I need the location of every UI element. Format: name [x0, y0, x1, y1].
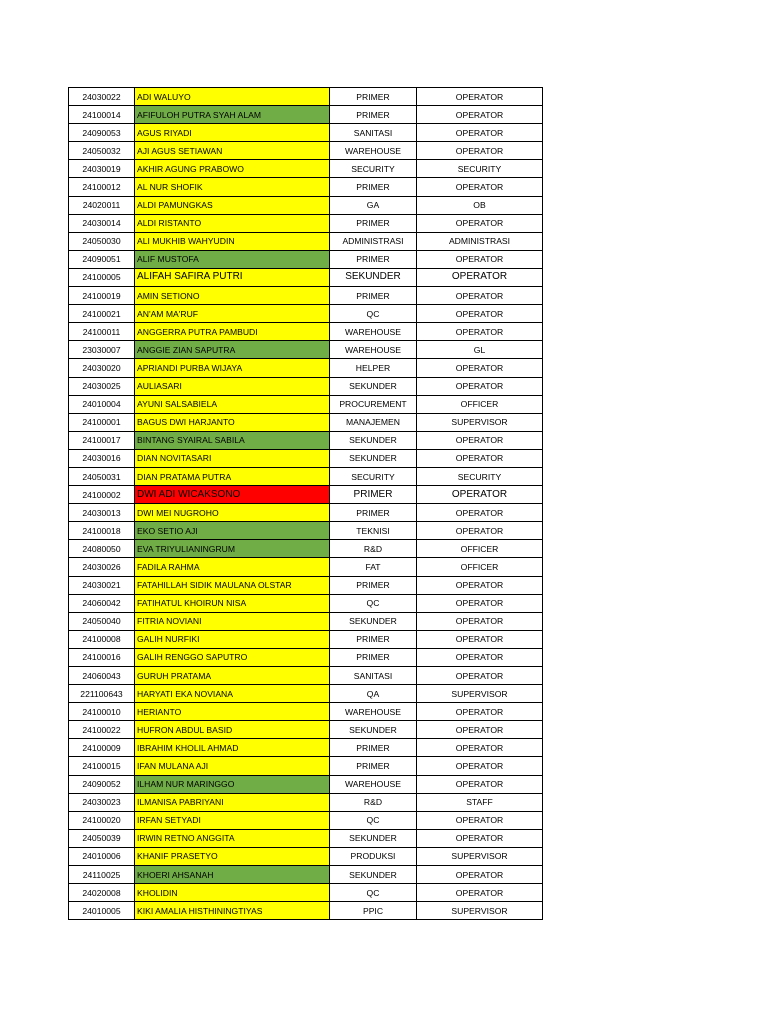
position-cell[interactable]: OPERATOR — [417, 377, 543, 395]
table-row — [69, 268, 543, 286]
department-cell[interactable]: PRIMER — [330, 214, 417, 232]
table-row — [69, 793, 543, 811]
table-row — [69, 757, 543, 775]
position-cell[interactable]: SUPERVISOR — [417, 413, 543, 431]
table-row — [69, 558, 543, 576]
employee-id-cell[interactable]: 24090052 — [69, 775, 135, 793]
position-cell[interactable]: OPERATOR — [417, 323, 543, 341]
department-cell[interactable]: SEKUNDER — [330, 449, 417, 467]
department-cell[interactable]: TEKNISI — [330, 522, 417, 540]
employee-id-cell[interactable]: 24030020 — [69, 359, 135, 377]
employee-name-cell[interactable]: GURUH PRATAMA — [135, 667, 330, 685]
position-cell[interactable]: OPERATOR — [417, 504, 543, 522]
position-cell[interactable]: OPERATOR — [417, 178, 543, 196]
table-row — [69, 522, 543, 540]
table-row — [69, 847, 543, 865]
department-cell[interactable]: SEKUNDER — [330, 431, 417, 449]
employee-id-cell[interactable]: 24050039 — [69, 829, 135, 847]
employee-id-cell[interactable]: 24100009 — [69, 739, 135, 757]
employee-name-cell[interactable]: DIAN NOVITASARI — [135, 449, 330, 467]
employee-name-cell[interactable]: AKHIR AGUNG PRABOWO — [135, 160, 330, 178]
table-row — [69, 305, 543, 323]
table-row — [69, 196, 543, 214]
employee-id-cell[interactable]: 24020011 — [69, 196, 135, 214]
employee-name-cell[interactable]: FATAHILLAH SIDIK MAULANA OLSTAR — [135, 576, 330, 594]
employee-id-cell[interactable]: 24030023 — [69, 793, 135, 811]
position-cell[interactable]: OPERATOR — [417, 106, 543, 124]
department-cell[interactable]: PRIMER — [330, 757, 417, 775]
position-cell[interactable]: OPERATOR — [417, 829, 543, 847]
table-row — [69, 594, 543, 612]
employee-name-cell[interactable]: IRWIN RETNO ANGGITA — [135, 829, 330, 847]
department-cell[interactable]: PRODUKSI — [330, 847, 417, 865]
department-cell[interactable]: WAREHOUSE — [330, 341, 417, 359]
table-row — [69, 467, 543, 485]
department-cell[interactable]: PRIMER — [330, 250, 417, 268]
table-row — [69, 413, 543, 431]
employee-id-cell[interactable]: 24100019 — [69, 287, 135, 305]
employee-table — [68, 87, 543, 920]
department-cell[interactable]: SECURITY — [330, 467, 417, 485]
employee-id-cell[interactable]: 24100014 — [69, 106, 135, 124]
employee-name-cell[interactable]: DWI ADI WICAKSONO — [135, 486, 330, 504]
employee-id-cell[interactable]: 24030025 — [69, 377, 135, 395]
table-row — [69, 667, 543, 685]
employee-id-cell[interactable]: 24010005 — [69, 902, 135, 920]
table-row — [69, 449, 543, 467]
table-row — [69, 902, 543, 920]
employee-name-cell[interactable]: FATIHATUL KHOIRUN NISA — [135, 594, 330, 612]
employee-id-cell[interactable]: 24100001 — [69, 413, 135, 431]
table-body — [69, 88, 543, 920]
employee-id-cell[interactable]: 24030022 — [69, 88, 135, 106]
position-cell[interactable]: GL — [417, 341, 543, 359]
department-cell[interactable]: PRIMER — [330, 504, 417, 522]
employee-id-cell[interactable]: 24030026 — [69, 558, 135, 576]
table-row — [69, 377, 543, 395]
department-cell[interactable]: SANITASI — [330, 667, 417, 685]
position-cell[interactable]: OPERATOR — [417, 214, 543, 232]
employee-id-cell[interactable]: 221100643 — [69, 685, 135, 703]
department-cell[interactable]: ADMINISTRASI — [330, 232, 417, 250]
department-cell[interactable]: FAT — [330, 558, 417, 576]
department-cell[interactable]: SECURITY — [330, 160, 417, 178]
employee-name-cell[interactable]: KHOLIDIN — [135, 884, 330, 902]
employee-name-cell[interactable]: IBRAHIM KHOLIL AHMAD — [135, 739, 330, 757]
position-cell[interactable]: SUPERVISOR — [417, 902, 543, 920]
department-cell[interactable]: MANAJEMEN — [330, 413, 417, 431]
employee-id-cell[interactable]: 24100018 — [69, 522, 135, 540]
employee-name-cell[interactable]: AYUNI SALSABIELA — [135, 395, 330, 413]
position-cell[interactable]: OPERATOR — [417, 775, 543, 793]
position-cell[interactable]: OPERATOR — [417, 811, 543, 829]
employee-name-cell[interactable]: FADILA RAHMA — [135, 558, 330, 576]
employee-id-cell[interactable]: 24100020 — [69, 811, 135, 829]
employee-name-cell[interactable]: BAGUS DWI HARJANTO — [135, 413, 330, 431]
position-cell[interactable]: OPERATOR — [417, 703, 543, 721]
department-cell[interactable]: QC — [330, 811, 417, 829]
employee-name-cell[interactable]: IFAN MULANA AJI — [135, 757, 330, 775]
employee-id-cell[interactable]: 24100005 — [69, 268, 135, 286]
employee-name-cell[interactable]: GALIH RENGGO SAPUTRO — [135, 648, 330, 666]
table-row — [69, 811, 543, 829]
position-cell[interactable]: OPERATOR — [417, 250, 543, 268]
employee-id-cell[interactable]: 24060043 — [69, 667, 135, 685]
employee-name-cell[interactable]: ALIFAH SAFIRA PUTRI — [135, 268, 330, 286]
employee-id-cell[interactable]: 24030019 — [69, 160, 135, 178]
employee-id-cell[interactable]: 24110025 — [69, 866, 135, 884]
department-cell[interactable]: HELPER — [330, 359, 417, 377]
department-cell[interactable]: PRIMER — [330, 287, 417, 305]
employee-name-cell[interactable]: AFIFULOH PUTRA SYAH ALAM — [135, 106, 330, 124]
position-cell[interactable]: ADMINISTRASI — [417, 232, 543, 250]
employee-name-cell[interactable]: ILMANISA PABRIYANI — [135, 793, 330, 811]
table-row — [69, 232, 543, 250]
department-cell[interactable]: PROCUREMENT — [330, 395, 417, 413]
department-cell[interactable]: PRIMER — [330, 178, 417, 196]
department-cell[interactable]: SEKUNDER — [330, 377, 417, 395]
department-cell[interactable]: WAREHOUSE — [330, 323, 417, 341]
position-cell[interactable]: OPERATOR — [417, 431, 543, 449]
employee-name-cell[interactable]: BINTANG SYAIRAL SABILA — [135, 431, 330, 449]
position-cell[interactable]: OPERATOR — [417, 305, 543, 323]
table-row — [69, 124, 543, 142]
table-row — [69, 829, 543, 847]
position-cell[interactable]: SECURITY — [417, 467, 543, 485]
table-row — [69, 178, 543, 196]
position-cell[interactable]: OPERATOR — [417, 721, 543, 739]
department-cell[interactable]: WAREHOUSE — [330, 142, 417, 160]
position-cell[interactable]: OFFICER — [417, 395, 543, 413]
table-row — [69, 866, 543, 884]
department-cell[interactable]: PPIC — [330, 902, 417, 920]
employee-id-cell[interactable]: 24100011 — [69, 323, 135, 341]
table-row — [69, 612, 543, 630]
employee-name-cell[interactable]: EVA TRIYULIANINGRUM — [135, 540, 330, 558]
position-cell[interactable]: OPERATOR — [417, 268, 543, 286]
employee-id-cell[interactable]: 24010004 — [69, 395, 135, 413]
employee-id-cell[interactable]: 24100021 — [69, 305, 135, 323]
employee-name-cell[interactable]: IRFAN SETYADI — [135, 811, 330, 829]
employee-id-cell[interactable]: 24100012 — [69, 178, 135, 196]
employee-name-cell[interactable]: APRIANDI PURBA WIJAYA — [135, 359, 330, 377]
employee-name-cell[interactable]: ALI MUKHIB WAHYUDIN — [135, 232, 330, 250]
employee-id-cell[interactable]: 24100022 — [69, 721, 135, 739]
position-cell[interactable]: OFFICER — [417, 540, 543, 558]
table-row — [69, 88, 543, 106]
table-row — [69, 721, 543, 739]
table-row — [69, 703, 543, 721]
employee-id-cell[interactable]: 24030013 — [69, 504, 135, 522]
position-cell[interactable]: OPERATOR — [417, 667, 543, 685]
table-row — [69, 630, 543, 648]
table-row — [69, 395, 543, 413]
department-cell[interactable]: PRIMER — [330, 106, 417, 124]
position-cell[interactable]: SUPERVISOR — [417, 847, 543, 865]
table-row — [69, 323, 543, 341]
employee-name-cell[interactable]: AULIASARI — [135, 377, 330, 395]
employee-id-cell[interactable]: 24090051 — [69, 250, 135, 268]
department-cell[interactable]: GA — [330, 196, 417, 214]
employee-name-cell[interactable]: ALDI PAMUNGKAS — [135, 196, 330, 214]
employee-name-cell[interactable]: KHANIF PRASETYO — [135, 847, 330, 865]
table-row — [69, 214, 543, 232]
employee-name-cell[interactable]: AGUS RIYADI — [135, 124, 330, 142]
department-cell[interactable]: QC — [330, 884, 417, 902]
employee-id-cell[interactable]: 24100017 — [69, 431, 135, 449]
department-cell[interactable]: SEKUNDER — [330, 268, 417, 286]
employee-name-cell[interactable]: DWI MEI NUGROHO — [135, 504, 330, 522]
department-cell[interactable]: PRIMER — [330, 576, 417, 594]
position-cell[interactable]: OPERATOR — [417, 124, 543, 142]
employee-id-cell[interactable]: 24050030 — [69, 232, 135, 250]
department-cell[interactable]: WAREHOUSE — [330, 775, 417, 793]
employee-name-cell[interactable]: AJI AGUS SETIAWAN — [135, 142, 330, 160]
employee-name-cell[interactable]: HUFRON ABDUL BASID — [135, 721, 330, 739]
employee-name-cell[interactable]: KHOERI AHSANAH — [135, 866, 330, 884]
department-cell[interactable]: QC — [330, 305, 417, 323]
department-cell[interactable]: PRIMER — [330, 739, 417, 757]
table-row — [69, 775, 543, 793]
table-row — [69, 504, 543, 522]
position-cell[interactable]: OPERATOR — [417, 449, 543, 467]
employee-name-cell[interactable]: DIAN PRATAMA PUTRA — [135, 467, 330, 485]
table-row — [69, 739, 543, 757]
position-cell[interactable]: OPERATOR — [417, 486, 543, 504]
employee-id-cell[interactable]: 24060042 — [69, 594, 135, 612]
department-cell[interactable]: SEKUNDER — [330, 829, 417, 847]
employee-id-cell[interactable]: 24090053 — [69, 124, 135, 142]
table-row — [69, 250, 543, 268]
employee-id-cell[interactable]: 24100002 — [69, 486, 135, 504]
position-cell[interactable]: SUPERVISOR — [417, 685, 543, 703]
position-cell[interactable]: OPERATOR — [417, 576, 543, 594]
position-cell[interactable]: SECURITY — [417, 160, 543, 178]
department-cell[interactable]: WAREHOUSE — [330, 703, 417, 721]
employee-id-cell[interactable]: 24080050 — [69, 540, 135, 558]
employee-name-cell[interactable]: AL NUR SHOFIK — [135, 178, 330, 196]
position-cell[interactable]: OPERATOR — [417, 88, 543, 106]
table-row — [69, 685, 543, 703]
department-cell[interactable]: PRIMER — [330, 486, 417, 504]
employee-name-cell[interactable]: ANGGERRA PUTRA PAMBUDI — [135, 323, 330, 341]
position-cell[interactable]: OPERATOR — [417, 522, 543, 540]
employee-name-cell[interactable]: ILHAM NUR MARINGGO — [135, 775, 330, 793]
table-row — [69, 884, 543, 902]
table-row — [69, 160, 543, 178]
position-cell[interactable]: OB — [417, 196, 543, 214]
employee-name-cell[interactable]: EKO SETIO AJI — [135, 522, 330, 540]
department-cell[interactable]: SEKUNDER — [330, 721, 417, 739]
employee-id-cell[interactable]: 24050032 — [69, 142, 135, 160]
table-row — [69, 486, 543, 504]
employee-name-cell[interactable]: HARYATI EKA NOVIANA — [135, 685, 330, 703]
department-cell[interactable]: R&D — [330, 793, 417, 811]
employee-id-cell[interactable]: 24050040 — [69, 612, 135, 630]
department-cell[interactable]: QA — [330, 685, 417, 703]
table-row — [69, 287, 543, 305]
department-cell[interactable]: SANITASI — [330, 124, 417, 142]
department-cell[interactable]: R&D — [330, 540, 417, 558]
employee-id-cell[interactable]: 24100008 — [69, 630, 135, 648]
table-row — [69, 359, 543, 377]
employee-name-cell[interactable]: HERIANTO — [135, 703, 330, 721]
employee-name-cell[interactable]: ALDI RISTANTO — [135, 214, 330, 232]
department-cell[interactable]: SEKUNDER — [330, 866, 417, 884]
employee-id-cell[interactable]: 24030016 — [69, 449, 135, 467]
employee-name-cell[interactable]: GALIH NURFIKI — [135, 630, 330, 648]
employee-name-cell[interactable]: ADI WALUYO — [135, 88, 330, 106]
employee-name-cell[interactable]: FITRIA NOVIANI — [135, 612, 330, 630]
employee-name-cell[interactable]: ANGGIE ZIAN SAPUTRA — [135, 341, 330, 359]
employee-name-cell[interactable]: ALIF MUSTOFA — [135, 250, 330, 268]
department-cell[interactable]: PRIMER — [330, 630, 417, 648]
employee-id-cell[interactable]: 24030021 — [69, 576, 135, 594]
table-row — [69, 540, 543, 558]
position-cell[interactable]: OPERATOR — [417, 594, 543, 612]
position-cell[interactable]: OPERATOR — [417, 359, 543, 377]
employee-id-cell[interactable]: 24100010 — [69, 703, 135, 721]
employee-id-cell[interactable]: 23030007 — [69, 341, 135, 359]
table-row — [69, 106, 543, 124]
table-row — [69, 648, 543, 666]
position-cell[interactable]: OPERATOR — [417, 630, 543, 648]
department-cell[interactable]: SEKUNDER — [330, 612, 417, 630]
employee-id-cell[interactable]: 24100015 — [69, 757, 135, 775]
position-cell[interactable]: OPERATOR — [417, 648, 543, 666]
table-row — [69, 431, 543, 449]
table-row — [69, 142, 543, 160]
department-cell[interactable]: PRIMER — [330, 88, 417, 106]
position-cell[interactable]: OPERATOR — [417, 287, 543, 305]
position-cell[interactable]: OPERATOR — [417, 866, 543, 884]
position-cell[interactable]: OPERATOR — [417, 757, 543, 775]
employee-id-cell[interactable]: 24100016 — [69, 648, 135, 666]
table-row — [69, 576, 543, 594]
position-cell[interactable]: STAFF — [417, 793, 543, 811]
employee-name-cell[interactable]: AMIN SETIONO — [135, 287, 330, 305]
employee-id-cell[interactable]: 24020008 — [69, 884, 135, 902]
employee-id-cell[interactable]: 24030014 — [69, 214, 135, 232]
department-cell[interactable]: PRIMER — [330, 648, 417, 666]
employee-name-cell[interactable]: KIKI AMALIA HISTHININGTIYAS — [135, 902, 330, 920]
position-cell[interactable]: OPERATOR — [417, 612, 543, 630]
employee-id-cell[interactable]: 24050031 — [69, 467, 135, 485]
employee-id-cell[interactable]: 24010006 — [69, 847, 135, 865]
employee-name-cell[interactable]: AN'AM MA'RUF — [135, 305, 330, 323]
position-cell[interactable]: OPERATOR — [417, 739, 543, 757]
position-cell[interactable]: OPERATOR — [417, 142, 543, 160]
table-row — [69, 341, 543, 359]
position-cell[interactable]: OFFICER — [417, 558, 543, 576]
position-cell[interactable]: OPERATOR — [417, 884, 543, 902]
department-cell[interactable]: QC — [330, 594, 417, 612]
